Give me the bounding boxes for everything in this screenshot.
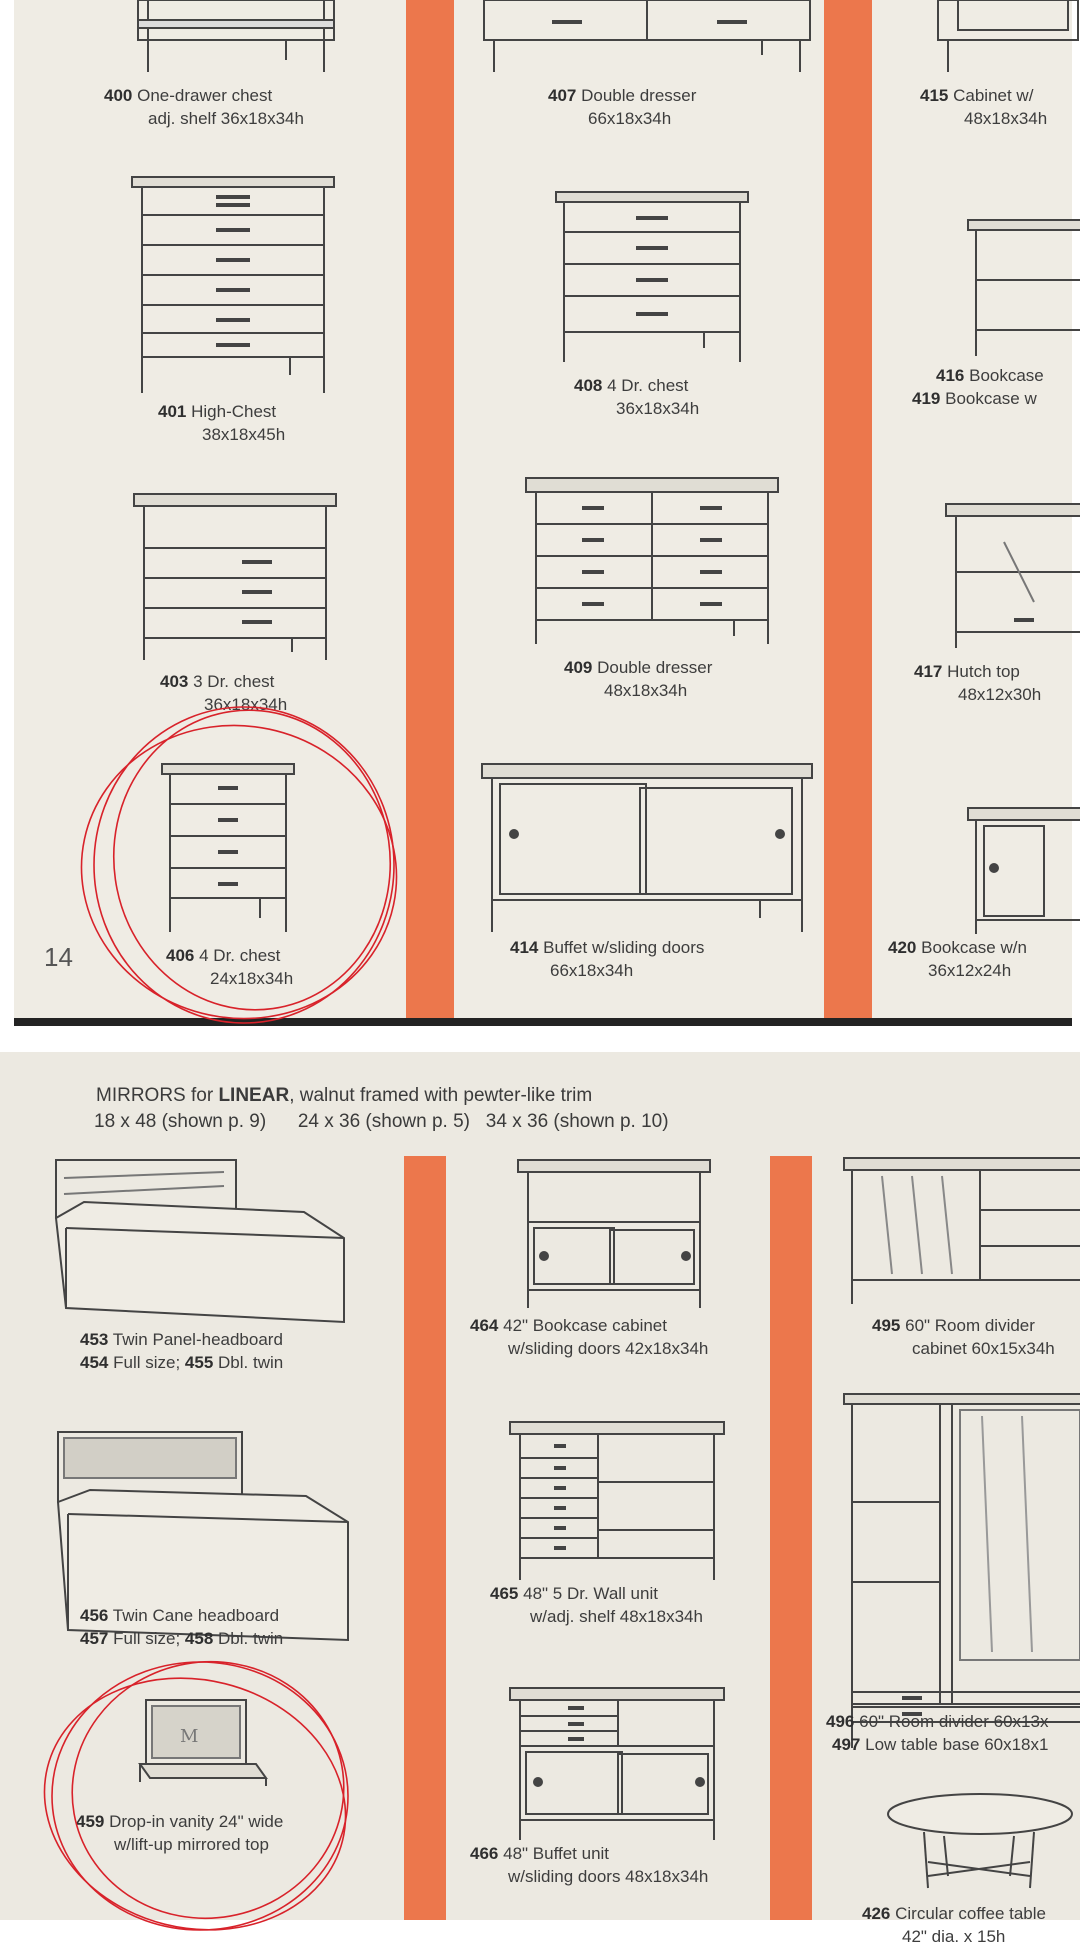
one-drawer-chest-drawing	[136, 0, 336, 75]
item-caption-495: 495 60" Room divider cabinet 60x15x34h	[872, 1316, 1055, 1358]
drop-in-vanity-drawing	[140, 1698, 270, 1788]
item-caption-407: 407 Double dresser 66x18x34h	[548, 86, 697, 128]
bookcase-cabinet-drawing	[516, 1158, 712, 1310]
item-caption-408: 408 4 Dr. chest 36x18x34h	[574, 376, 700, 418]
tall-room-divider-drawing	[842, 1392, 1080, 1752]
item-caption-420: 420 Bookcase w/n 36x12x24h	[888, 938, 1027, 980]
item-caption-464: 464 42" Bookcase cabinet w/sliding doors 42x18x34h	[470, 1316, 709, 1358]
wall-unit-drawing	[508, 1420, 726, 1582]
panel-headboard-bed-drawing	[54, 1158, 346, 1328]
item-caption-456: 456 Twin Cane headboard 457 Full size; 458 Dbl. twin	[80, 1606, 284, 1648]
item-caption-409: 409 Double dresser 48x18x34h	[564, 658, 713, 700]
item-caption-414: 414 Buffet w/sliding doors 66x18x34h	[510, 938, 705, 980]
hutch-top-drawing	[944, 502, 1076, 652]
item-caption-401: 401 High-Chest 38x18x45h	[158, 402, 286, 444]
item-caption-426: 426 Circular coffee table 42" dia. x 15h	[862, 1904, 1046, 1946]
mirror-sizes: 18 x 48 (shown p. 9) 24 x 36 (shown p. 5) 34 x 36 (shown p. 10)	[94, 1111, 669, 1132]
item-caption-466: 466 48" Buffet unit w/sliding doors 48x18x34h	[470, 1844, 709, 1886]
cabinet-drawing	[936, 0, 1076, 75]
orange-divider-stripe	[770, 1156, 812, 1920]
item-caption-416-419: 416 Bookcase 419 Bookcase w	[912, 366, 1044, 408]
page-number: 14	[44, 942, 73, 972]
four-drawer-chest-drawing	[554, 190, 750, 365]
buffet-unit-drawing	[508, 1686, 726, 1842]
circular-coffee-table-drawing	[884, 1792, 1080, 1892]
buffet-sliding-doors-drawing	[480, 762, 814, 934]
catalog-page-bottom	[0, 1052, 1080, 1946]
item-caption-496-497: 496 60" Room divider 60x13x 497 Low table base 60x18x1	[826, 1712, 1049, 1754]
item-caption-400: 400 One-drawer chest adj. shelf 36x18x34h	[104, 86, 304, 128]
high-chest-drawing	[130, 175, 336, 395]
double-dresser-48-drawing	[524, 476, 780, 646]
room-divider-cabinet-drawing	[842, 1156, 1080, 1306]
small-four-drawer-chest-drawing	[160, 762, 296, 934]
double-dresser-drawing	[482, 0, 812, 75]
bookcase-drawing	[966, 218, 1076, 358]
item-caption-465: 465 48" 5 Dr. Wall unit w/adj. shelf 48x18x34h	[490, 1584, 703, 1626]
mirrors-header: MIRRORS for LINEAR, walnut framed with pewter-like trim	[96, 1085, 593, 1106]
item-caption-453: 453 Twin Panel-headboard 454 Full size; 455 Dbl. twin	[80, 1330, 284, 1372]
item-caption-403: 403 3 Dr. chest 36x18x34h	[160, 672, 288, 714]
orange-divider-stripe	[406, 0, 454, 1018]
item-caption-415: 415 Cabinet w/ 48x18x34h	[920, 86, 1048, 128]
three-drawer-chest-drawing	[132, 492, 338, 662]
orange-divider-stripe	[404, 1156, 446, 1920]
small-bookcase-drawing	[966, 806, 1076, 936]
item-caption-417: 417 Hutch top 48x12x30h	[914, 662, 1042, 704]
svg-text:M: M	[180, 1726, 199, 1747]
catalog-page-top	[14, 0, 1072, 1026]
item-caption-406: 406 4 Dr. chest 24x18x34h	[166, 946, 294, 988]
item-caption-459: 459 Drop-in vanity 24" wide w/lift-up mirrored top	[76, 1812, 284, 1854]
orange-divider-stripe	[824, 0, 872, 1018]
